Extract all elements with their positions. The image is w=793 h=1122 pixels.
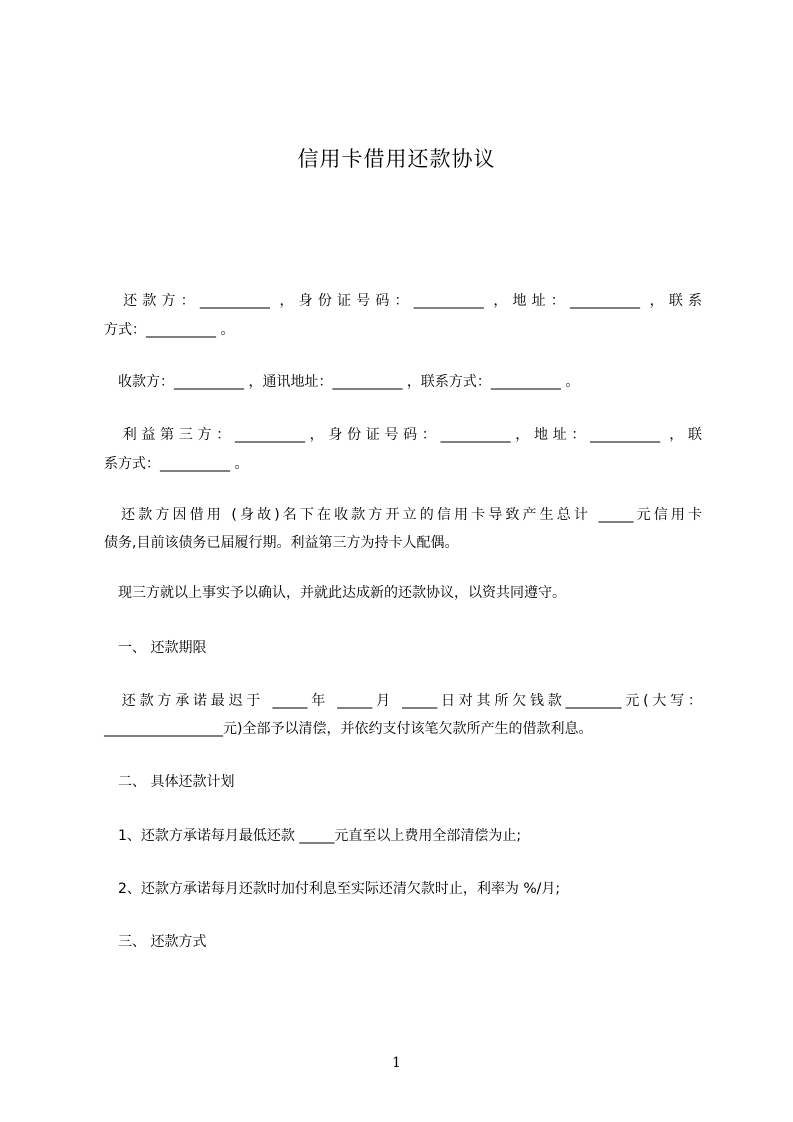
repayment-deadline-line-2: _________________元)全部予以清偿，并依约支付该笔欠款所产生的借款利息。 (104, 721, 593, 737)
debt-statement-line-1: 还款方因借用 (身故)名下在收款方开立的信用卡导致产生总计 _____元信用卡 (104, 507, 702, 523)
document-title: 信用卡借用还款协议 (297, 147, 496, 171)
page-number: 1 (392, 1055, 401, 1071)
section-1-heading: 一、 还款期限 (104, 640, 207, 656)
plan-item-1: 1、还款方承诺每月最低还款 _____元直至以上费用全部清偿为止; (104, 828, 522, 844)
confirmation-paragraph: 现三方就以上事实予以确认，并就此达成新的还款协议，以资共同遵守。 (104, 585, 566, 601)
payee-info-line: 收款方：__________ ，通讯地址：__________ ，联系方式：__________ 。 (104, 374, 580, 390)
debt-statement-line-2: 债务,目前该债务已届履行期。利益第三方为持卡人配偶。 (104, 535, 459, 551)
section-2-heading: 二、 具体还款计划 (104, 774, 235, 790)
repayer-info-line-1: 还款方：__________ ，身份证号码：__________ ，地址：__________ ，联系 (104, 293, 702, 309)
third-party-info-line-1: 利益第三方：__________，身份证号码：__________，地址：__________ ，联 (104, 427, 702, 443)
plan-item-2: 2、还款方承诺每月还款时加付利息至实际还清欠款时止，利率为 %/月; (104, 881, 561, 897)
repayment-deadline-line-1: 还款方承诺最迟于 _____年 _____月 _____日对其所欠钱款________元(大写： (104, 693, 702, 709)
third-party-info-line-2: 系方式：__________ 。 (104, 456, 249, 472)
section-3-heading: 三、 还款方式 (104, 934, 207, 950)
repayer-info-line-2: 方式：__________ 。 (104, 322, 235, 338)
